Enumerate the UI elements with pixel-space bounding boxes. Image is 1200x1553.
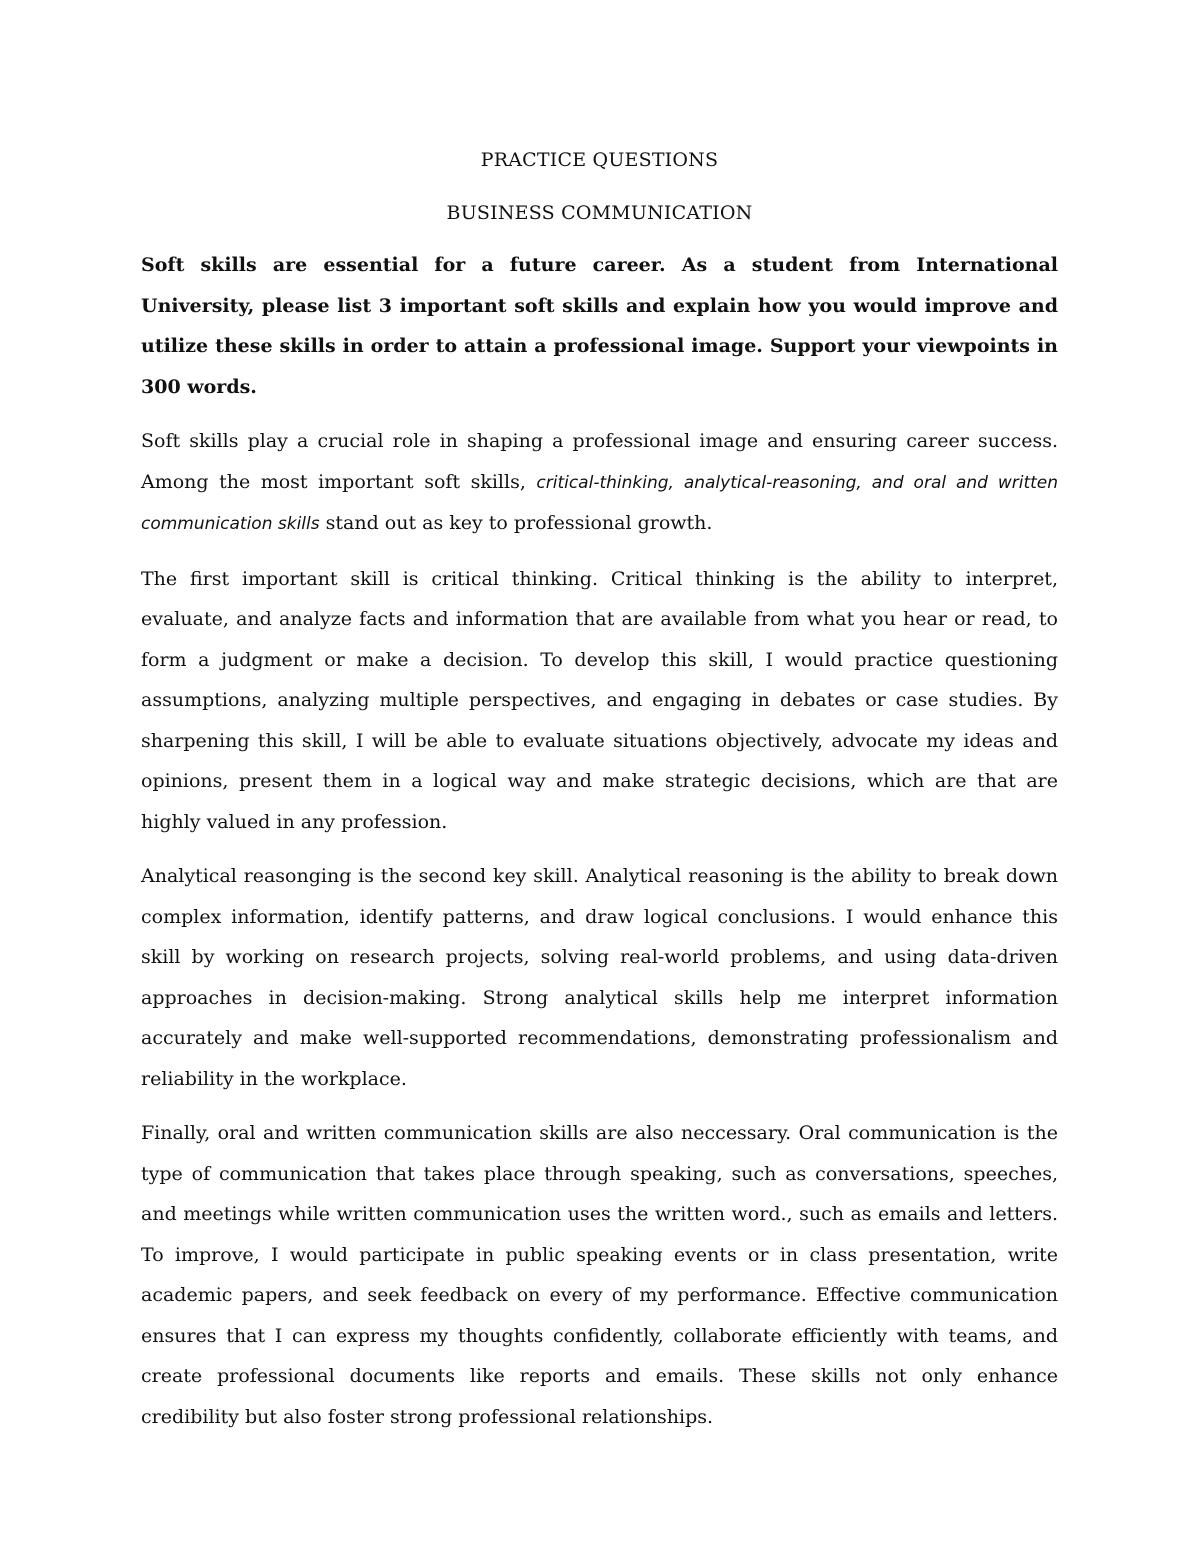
intro-text-after: stand out as key to professional growth. <box>319 512 713 534</box>
communication-paragraph: Finally, oral and written communication skills are also neccessary. Oral communication is the type of communication that takes place through speaking, such as conversations, speeches, and meetings while written communication uses the written word., such as emails and letters. To improve, I would participate in public speaking events or in class presentation, write academic papers, and seek feedback on every of my performance. Effective communication ensures that I can express my thoughts confidently, collaborate efficiently with teams, and create professional documents like reports and emails. These skills not only enhance credibility but also foster strong professional relationships. <box>141 1122 1058 1428</box>
document-title: PRACTICE QUESTIONS <box>480 149 719 171</box>
analytical-reasoning-paragraph: Analytical reasonging is the second key skill. Analytical reasoning is the ability to break down complex information, identify patterns, and draw logical conclusions. I would enhance this skill by working on research projects, solving real-world problems, and using data-driven approaches in decision-making. Strong analytical skills help me interpret information accurately and make well-supported recommendations, demonstrating professionalism and reliability in the workplace. <box>141 865 1058 1090</box>
document-subtitle: BUSINESS COMMUNICATION <box>446 201 753 224</box>
intro-paragraph <box>141 421 1058 545</box>
document-body <box>141 140 1058 1437</box>
intro-skills-list: critical-thinking, analytical-reasoning, and oral and written communication skills <box>141 472 1059 534</box>
question-prompt: Soft skills are essential for a future career. As a student from International University, please list 3 important soft skills and explain how you would improve and utilize these skills in order to attain a professional image. Support your viewpoints in 300 words. <box>141 254 1058 398</box>
critical-thinking-paragraph: The first important skill is critical thinking. Critical thinking is the ability to interpret, evaluate, and analyze facts and information that are available from what you hear or read, to form a judgment or make a decision. To develop this skill, I would practice questioning assumptions, analyzing multiple perspectives, and engaging in debates or case studies. By sharpening this skill, I will be able to evaluate situations objectively, advocate my ideas and opinions, present them in a logical way and make strategic decisions, which are that are highly valued in any profession. <box>141 567 1058 833</box>
intro-text-before: Soft skills play a crucial role in shaping a professional image and ensuring career success. Among the most important soft skills, <box>141 430 1058 493</box>
